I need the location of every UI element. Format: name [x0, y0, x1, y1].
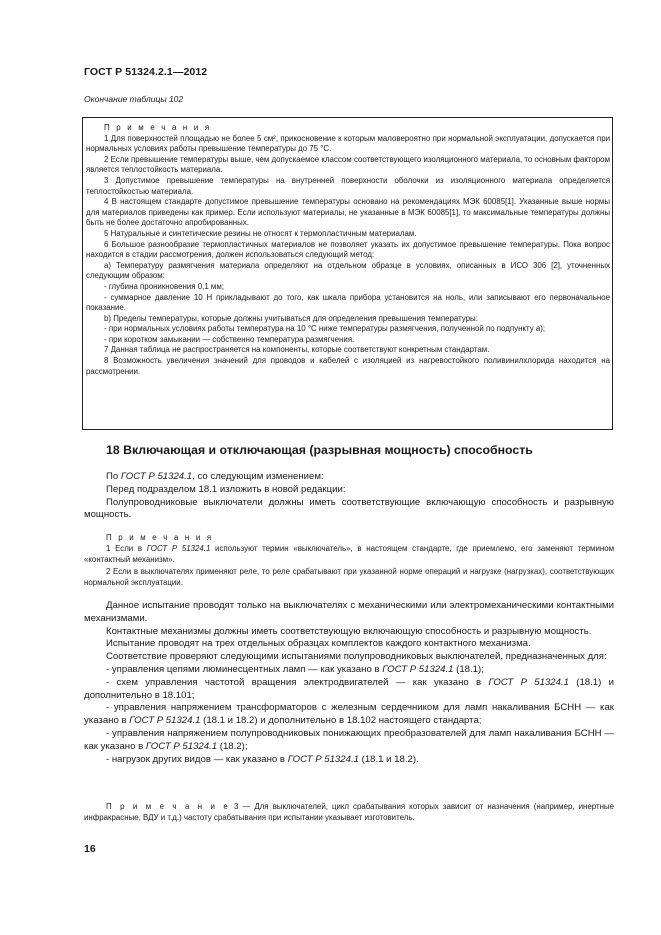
notes-block-2 — [84, 532, 614, 588]
standard-reference: ГОСТ Р 51324.1 — [145, 740, 218, 752]
list-item-5: - нагрузок других видов — как указано в ГОСТ Р 51324.1 (18.1 и 18.2). — [106, 753, 419, 765]
notes-box-content — [86, 123, 610, 377]
intro-paragraph-3: Полупроводниковые выключатели должны иметь соответствующие включающую способность и разрывную мощность. — [84, 496, 614, 521]
notes-title: П р и м е ч а н и я — [104, 123, 212, 132]
note-5: 5 Натуральные и синтетические резины не относят к термопластичным материалам. — [104, 228, 417, 238]
note-6b: b) Пределы температуры, которые должны учитываться для определения превышения температуры: — [104, 313, 478, 323]
note-3: 3 Допустимое превышение температуры на внутренней поверхности оболочки из изоляционного материала определяется теплостойкостью материала. — [86, 175, 610, 196]
list-item-3: - управления напряжением трансформаторов с железным сердечником для ламп накаливания БСНН — как указано в ГОСТ Р 51324.1 (18.1 и 18.2) и дополнительно в 18.102 настоящего стандарта; — [84, 702, 614, 727]
intro-paragraph-2: Перед подразделом 18.1 изложить в новой редакции: — [106, 483, 346, 495]
note-6a-item-1: - глубина проникновения 0,1 мм; — [104, 281, 224, 291]
note-3-text: П р и м е ч а н и е 3 — Для выключателей, цикл срабатывания которых зависит от назначения (например, инертные инфракрасные, ВДУ и т.д.) частоту срабатывания при испытании указывает изготовитель. — [84, 802, 614, 823]
list-item-1: - управления цепями люминесцентных ламп — как указано в ГОСТ Р 51324.1 (18.1); — [106, 663, 484, 675]
section-18-body — [84, 600, 614, 766]
note-1: 1 Для поверхностей площадью не более 5 см², прикосновение к которым маловероятно при нормальной эксплуатации, допускается при нормальных условиях работы превышение температуры до 75 °С. — [86, 133, 610, 154]
page-number: 16 — [84, 843, 96, 855]
body-paragraph-3: Испытание проводят на трех отдельных образцах комплектов каждого контактного механизма. — [106, 638, 531, 650]
table-caption: Окончание таблицы 102 — [84, 94, 184, 104]
body-paragraph-2: Контактные механизмы должны иметь соответствующую включающую способность и разрывную мощность. — [106, 625, 592, 637]
note-6a-item-2: - суммарное давление 10 Н прикладывают до того, как шкала прибора установится на ноль, или записывают его первоначальное показание. — [86, 292, 610, 313]
list-item-4: - управления напряжением полупроводниковых понижающих преобразователей для ламп накаливания БСНН — как указано в ГОСТ Р 51324.1 (18.2); — [84, 727, 614, 752]
note-8: 8 Возможность увеличения значений для проводов и кабелей с изоляцией из нагревостойкого поливинилхлорида находится на рассмотрении. — [86, 356, 610, 376]
notes2-title: П р и м е ч а н и я — [106, 533, 214, 542]
standard-reference: ГОСТ Р 51324.1 — [129, 715, 201, 727]
standard-reference: ГОСТ Р 51324.1 — [382, 663, 454, 675]
body-paragraph-1: Данное испытание проводят только на выключателях с механическими или электромеханическими контактными механизмами. — [84, 600, 614, 624]
note-3-block — [84, 801, 614, 823]
standard-reference: ГОСТ Р 51324.1 — [287, 753, 359, 765]
note-4: 4 В настоящем стандарте допустимое превышение температуры основано на рекомендациях МЭК 60085[1]. Указанные выше нормы для материалов приведены как пример. Если используют материалы, не указанные в МЭК 60085[1], то максимальные температуры должны быть не более достаточно апробированных. — [86, 197, 610, 228]
note-label: П р и м е ч а н и е — [106, 802, 230, 811]
body-paragraph-4: Соответствие проверяют следующими испытаниями полупроводниковых выключателей, предназначенных для: — [106, 651, 607, 663]
note-6: 6 Большое разнообразие термопластичных материалов не позволяет указать их допустимое превышение температуры. Пока вопрос находится в стадии рассмотрения, должен использоваться следующий метод: — [86, 239, 610, 260]
intro-paragraph-1: По ГОСТ Р 51324.1, со следующим изменением: — [106, 471, 324, 482]
note-7: 7 Данная таблица не распространяется на компоненты, которые соответствуют конкретным стандартам. — [104, 345, 490, 355]
section-18-heading: 18 Включающая и отключающая (разрывная мощность) способность — [106, 443, 533, 457]
standard-reference: ГОСТ Р 51324.1 — [146, 544, 211, 554]
notes2-item-1: 1 Если в ГОСТ Р 51324.1 используют термин «выключатель», в настоящем стандарте, где приемлемо, его заменяют термином «контактный механизм». — [84, 544, 615, 565]
notes2-item-2: 2 Если в выключателях применяют реле, то реле срабатывают при указанной норме операций и нагрузке (нагрузках), соответствующих нормальной эксплуатации. — [84, 566, 614, 587]
note-6a: а) Температуру размягчения материала определяют на отдельном образце в условиях, описанных в ИСО 306 [2], уточненных следующим образом: — [86, 260, 610, 281]
note-6b-item-2: - при коротком замыкании — собственно температура размягчения. — [104, 334, 355, 344]
note-2: 2 Если превышение температуры выше, чем допускаемое классом соответствующего изоляционного материала, то основным фактором является теплостойкость материала. — [86, 154, 610, 175]
standard-reference: ГОСТ Р 51324.1 — [120, 471, 193, 482]
document-header: ГОСТ Р 51324.2.1—2012 — [84, 66, 208, 78]
note-6b-item-1: - при нормальных условиях работы температура на 10 °С ниже температуры размягчения, полученной по подпункту а); — [104, 324, 546, 334]
list-item-2: - схем управления частотой вращения электродвигателей — как указано в ГОСТ Р 51324.1 (18.1) и дополнительно в 18.101; — [84, 676, 614, 701]
standard-reference: ГОСТ Р 51324.1 — [488, 676, 569, 688]
section-18-intro — [84, 471, 614, 522]
